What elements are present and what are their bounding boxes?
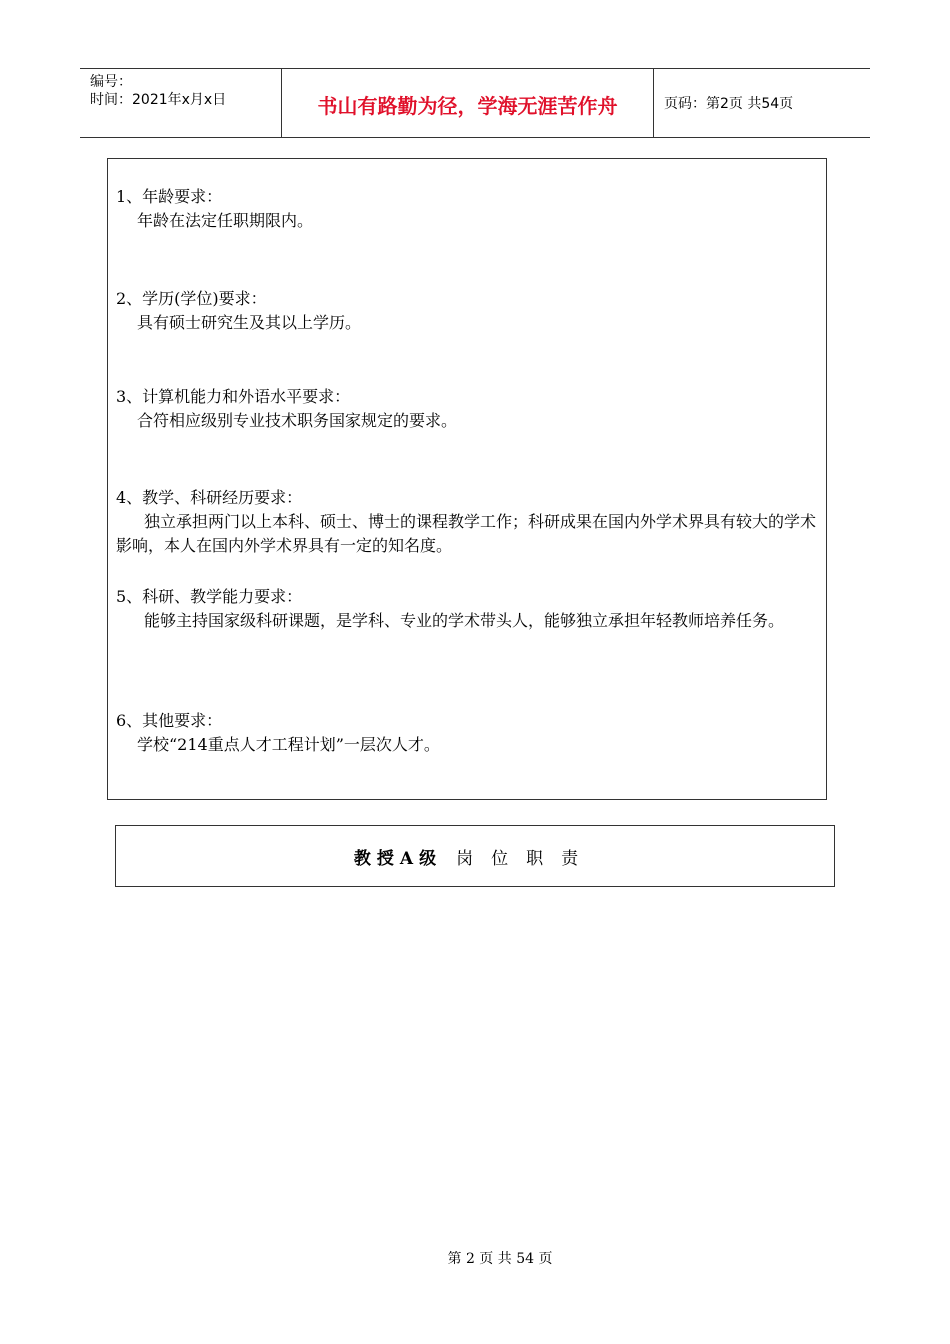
requirement-title: 6、其他要求： [116,711,223,730]
requirement-item [116,486,816,558]
header-motto: 书山有路勤为径，学海无涯苦作舟 [282,69,654,137]
requirement-body: 能够主持国家级科研课题，是学科、专业的学术带头人，能够独立承担年轻教师培养任务。 [144,611,785,630]
requirement-item [116,185,816,233]
section-heading-subtitle: 岗位职责 [456,848,597,869]
requirement-item [116,287,816,335]
requirement-body: 年龄在法定任职期限内。 [137,211,314,230]
document-header [80,68,870,138]
requirement-item [116,385,816,433]
requirement-body: 学校“214重点人才工程计划”一层次人才。 [137,735,440,754]
header-page-info: 页码：第2页 共54页 [664,96,794,112]
requirements-box [107,158,827,800]
header-meta [80,69,282,137]
requirement-title: 1、年龄要求： [116,187,223,206]
section-heading-box [115,825,835,887]
requirement-title: 3、计算机能力和外语水平要求： [116,387,351,406]
requirement-body: 合符相应级别专业技术职务国家规定的要求。 [137,411,458,430]
requirement-item [116,585,816,633]
requirement-title: 2、学历(学位)要求： [116,289,267,308]
section-heading-title: 教授A级 [353,848,443,869]
page-footer: 第 2 页 共 54 页 [447,1251,553,1267]
requirement-body: 具有硕士研究生及其以上学历。 [137,313,362,332]
requirement-body: 独立承担两门以上本科、硕士、博士的课程教学工作；科研成果在国内外学术界具有较大的学术影响，本人在国内外学术界具有一定的知名度。 [116,512,817,555]
requirement-title: 5、科研、教学能力要求： [116,587,303,606]
requirement-title: 4、教学、科研经历要求： [116,488,303,507]
time-label: 时间：2021年x月x日 [90,92,227,108]
number-label: 编号： [90,74,132,90]
requirement-item [116,709,816,757]
